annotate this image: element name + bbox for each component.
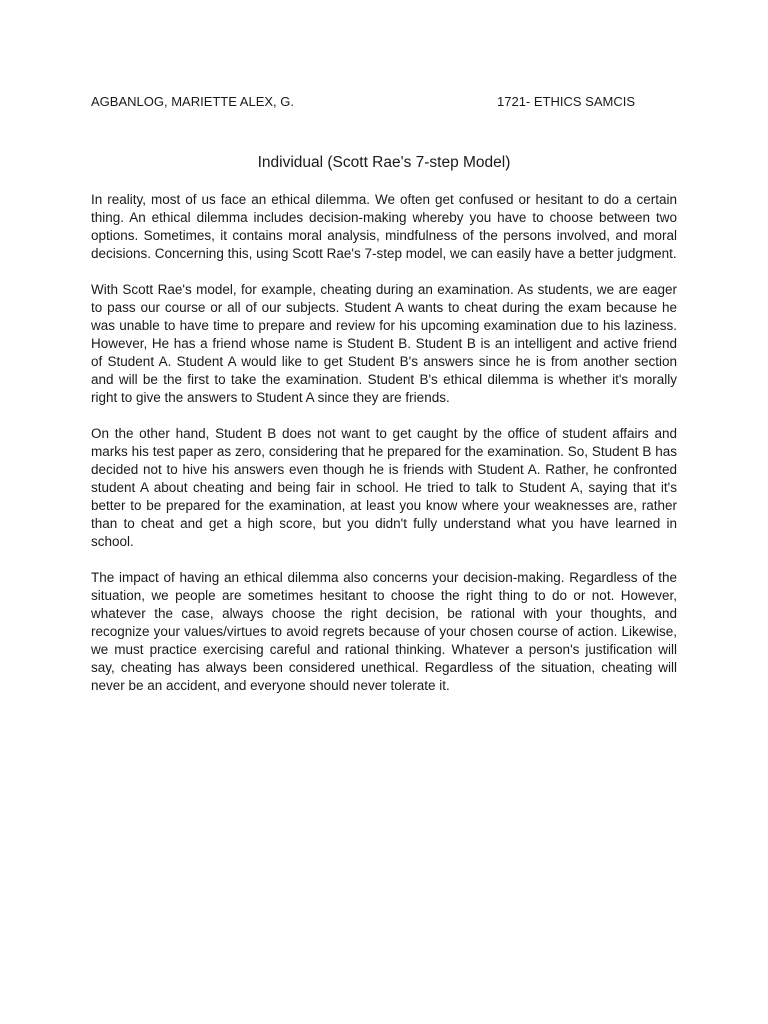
document-header: [91, 93, 677, 111]
paragraph-conclusion: The impact of having an ethical dilemma also concerns your decision-making. Regardless of the situation, we people are sometimes hesitant to choose the right thing to do or not. However, whatever the case, always choose the right decision, be rational with your thoughts, and recognize your values/virtues to avoid regrets because of your chosen course of action. Likewise, we must practice exercising careful and rational thinking. Whatever a person's justification will say, cheating has always been considered unethical. Regardless of the situation, cheating will never be an accident, and everyone should never tolerate it.: [91, 570, 677, 693]
document-page: [91, 93, 677, 713]
document-body: [91, 191, 677, 695]
course-code: 1721- ETHICS SAMCIS: [497, 94, 635, 109]
paragraph-example: With Scott Rae's model, for example, cheating during an examination. As students, we are eager to pass our course or all of our subjects. Student A wants to cheat during the exam because he was unable to have time to prepare and review for his upcoming examination due to his laziness. However, He has a friend whose name is Student B. Student B is an intelligent and active friend of Student A. Student A would like to get Student B's answers since he is from another section and will be the first to take the examination. Student B's ethical dilemma is whether it's morally right to give the answers to Student A since they are friends.: [91, 282, 677, 405]
paragraph-decision: On the other hand, Student B does not want to get caught by the office of student affairs and marks his test paper as zero, considering that he prepared for the examination. So, Student B has decided not to hive his answers even though he is friends with Student A. Rather, he confronted student A about cheating and being fair in school. He tried to talk to Student A, saying that it's better to be prepared for the examination, at least you know where your weaknesses are, rather than to cheat and get a high score, but you didn't fully understand what you have learned in school.: [91, 426, 677, 549]
document-title: Individual (Scott Rae's 7-step Model): [257, 154, 511, 171]
author-name: AGBANLOG, MARIETTE ALEX, G.: [91, 94, 294, 109]
paragraph-intro: In reality, most of us face an ethical dilemma. We often get confused or hesitant to do a certain thing. An ethical dilemma includes decision-making whereby you have to choose between two options. Sometimes, it contains moral analysis, mindfulness of the persons involved, and moral decisions. Concerning this, using Scott Rae's 7-step model, we can easily have a better judgment.: [91, 192, 677, 261]
